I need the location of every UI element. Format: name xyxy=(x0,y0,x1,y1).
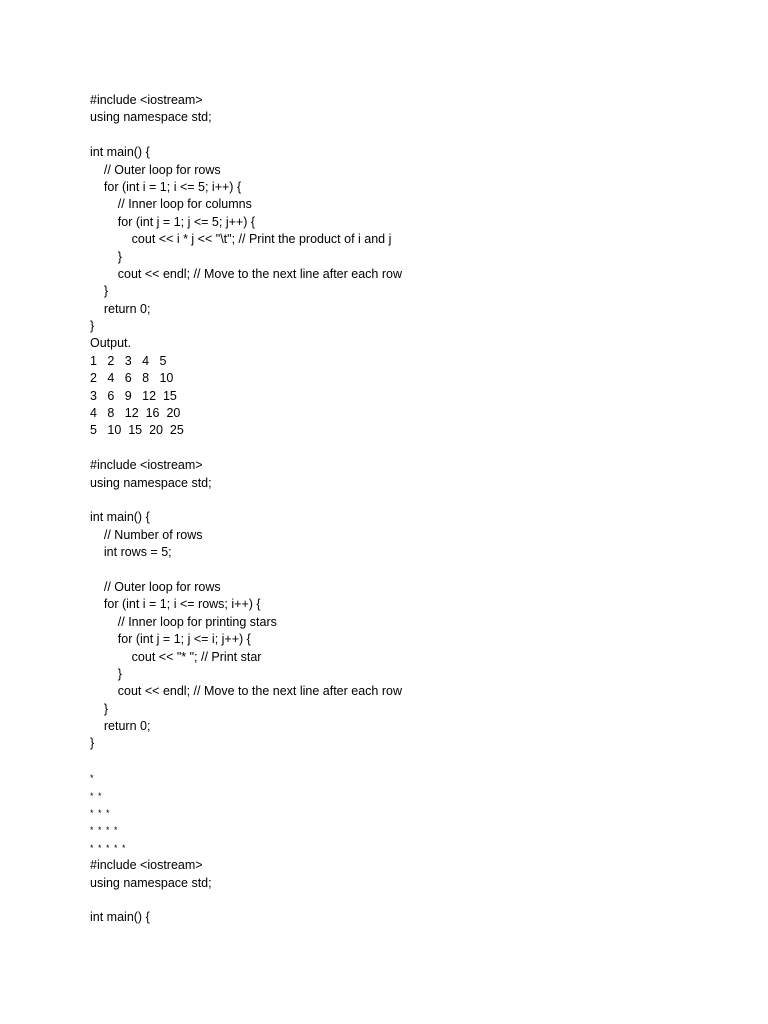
code-line: using namespace std; xyxy=(90,110,212,125)
blank-line xyxy=(90,492,690,509)
code-line: } xyxy=(90,249,122,264)
code-line: cout << endl; // Move to the next line after each row xyxy=(90,684,402,699)
code-line: using namespace std; xyxy=(90,875,212,890)
code-line: // Inner loop for printing stars xyxy=(90,614,277,629)
code-line: int main() { xyxy=(90,910,150,925)
code-line: cout << "* "; // Print star xyxy=(90,649,262,664)
code-line: #include <iostream> xyxy=(90,458,203,473)
code-line: // Outer loop for rows xyxy=(90,579,221,594)
blank-line xyxy=(90,892,690,909)
output-heading: Output. xyxy=(90,336,131,351)
code-line: #include <iostream> xyxy=(90,858,203,873)
output-row: 1 2 3 4 5 xyxy=(90,353,167,368)
output-row: 3 6 9 12 15 xyxy=(90,388,177,403)
code-line: // Outer loop for rows xyxy=(90,162,221,177)
star-row: * * * xyxy=(90,808,111,819)
star-row: * * * * * xyxy=(90,842,127,853)
code-line: cout << endl; // Move to the next line after each row xyxy=(90,266,402,281)
code-line: return 0; xyxy=(90,719,151,734)
code-line: using namespace std; xyxy=(90,475,212,490)
output-row: 2 4 6 8 10 xyxy=(90,371,174,386)
code-line: for (int i = 1; i <= rows; i++) { xyxy=(90,597,261,612)
code-line: } xyxy=(90,319,95,334)
code-line: int rows = 5; xyxy=(90,545,172,560)
star-row: * * xyxy=(90,790,103,801)
star-row: * xyxy=(90,773,95,784)
code-line: } xyxy=(90,666,122,681)
code-line: #include <iostream> xyxy=(90,93,203,107)
code-line: } xyxy=(90,736,95,751)
document-body xyxy=(90,92,690,927)
code-line: } xyxy=(90,284,109,299)
code-line: int main() { xyxy=(90,145,150,160)
blank-line xyxy=(90,440,690,457)
code-line: } xyxy=(90,701,109,716)
code-line: for (int j = 1; j <= i; j++) { xyxy=(90,632,251,647)
output-row: 5 10 15 20 25 xyxy=(90,423,184,438)
code-line: // Inner loop for columns xyxy=(90,197,252,212)
code-line: for (int i = 1; i <= 5; i++) { xyxy=(90,179,242,194)
code-line: cout << i * j << "\t"; // Print the product of i and j xyxy=(90,232,392,247)
blank-line xyxy=(90,562,690,579)
star-row: * * * * xyxy=(90,825,119,836)
code-line: return 0; xyxy=(90,301,151,316)
output-row: 4 8 12 16 20 xyxy=(90,406,181,421)
blank-line xyxy=(90,753,690,770)
code-line: int main() { xyxy=(90,510,150,525)
blank-line xyxy=(90,127,690,144)
code-line: for (int j = 1; j <= 5; j++) { xyxy=(90,214,256,229)
code-line: // Number of rows xyxy=(90,527,203,542)
